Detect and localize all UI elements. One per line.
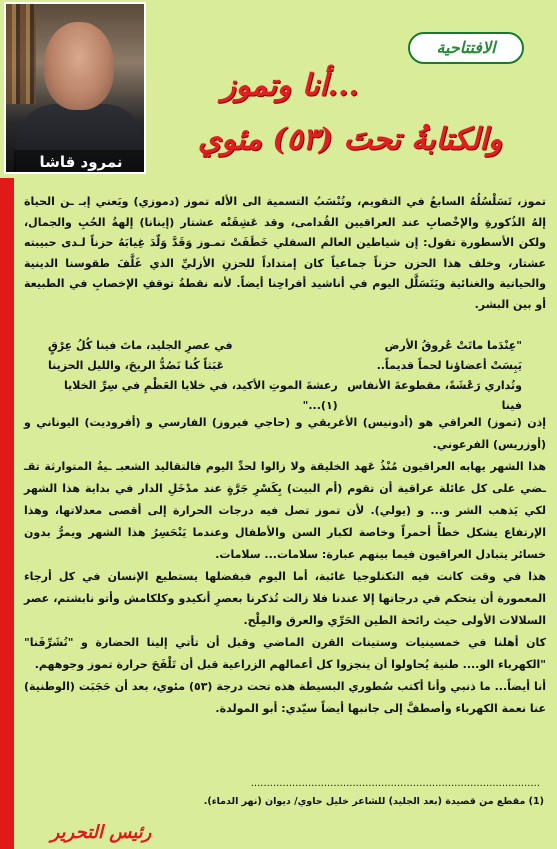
author-head [44,22,114,110]
poem-verse: عَبَثاً كُنا نَصُدُّ الريحَ، والليل الحزينا [48,359,225,372]
poem-row [24,376,546,412]
paragraph-1: تموز، تَسَلْسُلُهُ السابعُ في التقويم، وتُنْسَبُ التسمية الى الأله تموز (دموزي) ويَعني إبـ ـن الحياة إلهُ الذُكورةِ والإخْصابِ عند العراقيين القُدامى، وقد عَشِقَتْه عشتار (إينانا) إلهةُ الحُبِ والجمال، ولكن الأسطورة تقول: إن شياطين العالم السفلي خَطَفَتْ تمـوز وَقَدَّ وَلّدَ غِيابَهُ حزناً لـدى حبيبته عشتار، وخلف هذا الحزن حزناً جماعياً كان إمتداداً للحزنِ الأزليِّ الذي غَلَّفَ طقوسنا الدينية والحياتية والغنائية ويَتَسَلَّل اليوم في أناشيد أفراحِنا أيضاً. لأنه نقطةُ توقفِ الإخصابِ في الطبيعة أو بين البشر. [24,195,546,311]
poem-verse: يَبِسَتْ أعضاؤنا لحماً قديماً.. [376,359,522,372]
paragraph-3: هذا الشهر يهابه العراقيون مُنْذُ عَهد الخليقة ولا زالوا لحدِّ اليوم فالتقاليد الشعبـ ـيةُ المتوارثة تقـ ـضي على كل عائلة عراقية أن تقوم (أم البيت) بِكَسْرِ جَرَّةٍ عند مدْخَلِ الدار في بداية هذا الشهر لكي يَذهب الشر و... و (يولي). لأن تموز تصل فيه درجات الحرارة إلى أقصى معدلاتها، وهذا الإرتفاع يشكل خطأً أحمراً وخاصة لكبار السن والأطفال وعندما يَنْحَسِرُ هذا الشهر ويمرُّ بدون خسائر يتبادل العراقيون فيما بينهم عبارة: سلامات... سلامات. [24,460,546,561]
article-body [24,412,546,720]
headline-line2: والكتابةُ تحتَ (٥٣) مئوي [197,122,503,157]
poem-row [24,336,546,356]
poem-verse: وتُداري رَعْشَةً، مقطوعةَ الأنفاس فينا [347,379,522,412]
author-photo [4,2,146,174]
separator-dots: ........................................................................................... [250,778,540,789]
bookshelf-background [6,4,36,104]
author-name: نمرود قاشا [14,150,146,174]
poem-verse: في عصرِ الجليد، ماتَ فينا كُلُ عِرْقٍ [48,339,233,352]
side-accent-bar [0,178,14,849]
paragraph-4: هذا في وقت كانت فيه التكنلوجيا غائبة، أما اليوم فبفضلها يستطيع الإنسان في كل أرجاء المعمورة أن يتحكم في درجاتها إلا عندنا فلا زالت تُذكرنا بعصرِ أنكيدو وكلكامش وأتو نابشتم، عصر السلالات الأولى حيث رائحة الطين الحَرِّي والعرق والمِلْح. [24,570,546,627]
paragraph-6: أنا أيضاً... ما ذنبي وأنا أكتب سُطوري البسيطة هذه تحت درجة (٥٣) مئوي، بعد أن حَجَبَت (الوطنية) عنا نعمة الكهرباء وأصطفَّ إلى جانبها أيضاً سيّدي: أبو المولدة. [24,680,546,715]
poem-verse: "عِنْدَما ماتَتْ عُروقُ الأرض [384,339,522,352]
poem-verse: رعشةَ الموتِ الأكيد، في خلايا العَظْمِ في سِرِّ الخلايا (١)..." [63,379,338,412]
headline-line1: أنا وتموز... [221,68,359,103]
poem-row [24,356,546,376]
editor-signature: رئيس التحرير [50,822,152,843]
footnote: (1) مقطع من قصيدة (بعد الجليد) للشاعر خليل حاوي/ ديوان (نهر الدماء). [203,796,544,807]
section-badge: الافتتاحية [408,32,524,64]
article-intro [24,192,546,315]
paragraph-2: إذن (تموز) العراقي هو (أدونيس) الأغريقي و (حاجي فيروز) الفارسي و (أفروديت) اليوناني و (أوزريس) الفرعوني. [24,416,546,451]
poem-block [24,336,546,412]
paragraph-5: كان أهلنا في خمسينيات وستينات القرن الماضي وقبل أن تأتي إلينا الحضارة و "تُشَرِّفَنا" "الكهرباء الو.... طنية يُحاولوا أن ينجزوا كل أعمالهم الزراعية قبل أن تَلْفَحَ حرارة تموز وجوههم. [24,636,546,671]
